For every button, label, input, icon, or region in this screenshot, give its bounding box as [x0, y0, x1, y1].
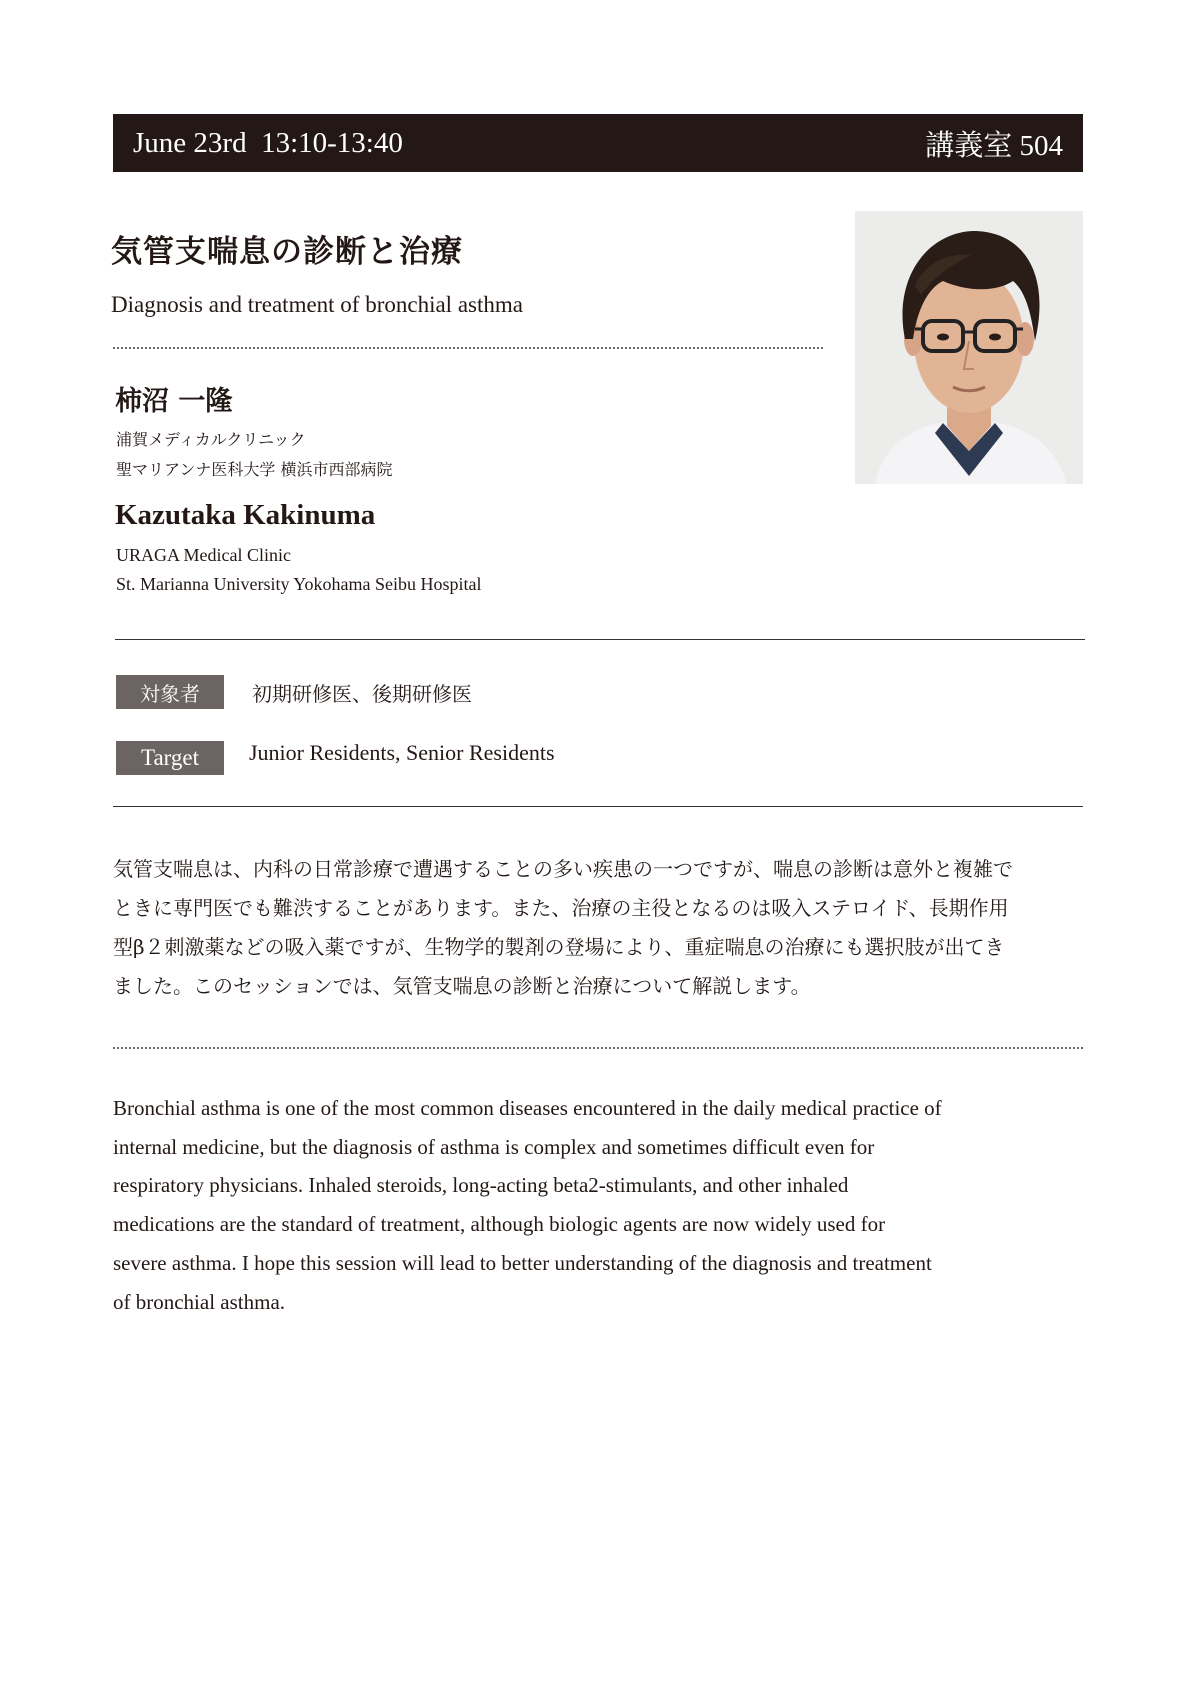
speaker-name-ja: 柿沼 一隆	[115, 386, 233, 417]
abstract-ja	[113, 850, 1088, 1006]
target-label-ja: 対象者	[116, 675, 224, 709]
speaker-name-en: Kazutaka Kakinuma	[115, 499, 376, 531]
abstract-ja-line: 型β２刺激薬などの吸入薬ですが、生物学的製剤の登場により、重症喘息の治療にも選択肢が出てき	[113, 935, 1005, 959]
target-value-en: Junior Residents, Senior Residents	[249, 740, 555, 765]
lecture-title-en: Diagnosis and treatment of bronchial asthma	[111, 292, 523, 317]
abstract-en-line: internal medicine, but the diagnosis of asthma is complex and sometimes difficult even for	[113, 1134, 875, 1159]
abstract-en	[113, 1089, 1093, 1321]
abstract-ja-line: 気管支喘息は、内科の日常診療で遭遇することの多い疾患の一つですが、喘息の診断は意外と複雑で	[113, 857, 1013, 881]
target-label-en: Target	[116, 741, 224, 775]
title-divider	[113, 347, 823, 349]
abstract-en-line: Bronchial asthma is one of the most common diseases encountered in the daily medical practice of	[113, 1096, 942, 1120]
session-room: 講義室 504	[925, 129, 1063, 162]
speaker-photo	[855, 211, 1083, 484]
target-bottom-rule	[113, 806, 1083, 807]
abstract-en-line: respiratory physicians. Inhaled steroids, long-acting beta2-stimulants, and other inhaled	[113, 1173, 849, 1198]
affiliation-en-line: URAGA Medical Clinic	[116, 545, 291, 565]
abstract-ja-line: ときに専門医でも難渋することがあります。また、治療の主役となるのは吸入ステロイド、長期作用	[113, 896, 1009, 920]
affiliation-ja-line: 聖マリアンナ医科大学 横浜市西部病院	[116, 460, 393, 479]
affiliation-ja-line: 浦賀メディカルクリニック	[116, 430, 306, 449]
session-datetime: June 23rd 13:10-13:40	[133, 126, 403, 159]
abstract-divider	[113, 1047, 1083, 1049]
abstract-en-line: severe asthma. I hope this session will lead to better understanding of the diagnosis and treatment	[113, 1250, 932, 1275]
speaker-affiliation-ja	[116, 425, 392, 485]
speaker-portrait-image	[855, 211, 1083, 484]
affiliation-en-line: St. Marianna University Yokohama Seibu Hospital	[116, 574, 482, 594]
abstract-en-line: medications are the standard of treatment, although biologic agents are now widely used for	[113, 1212, 886, 1237]
lecture-title-ja: 気管支喘息の診断と治療	[111, 234, 463, 270]
session-header-bar	[113, 114, 1083, 172]
speaker-affiliation-en	[116, 541, 481, 599]
abstract-en-line: of bronchial asthma.	[113, 1289, 286, 1314]
target-value-ja: 初期研修医、後期研修医	[252, 682, 472, 706]
target-top-rule	[115, 639, 1085, 640]
abstract-ja-line: ました。このセッションでは、気管支喘息の診断と治療について解説します。	[113, 974, 811, 998]
